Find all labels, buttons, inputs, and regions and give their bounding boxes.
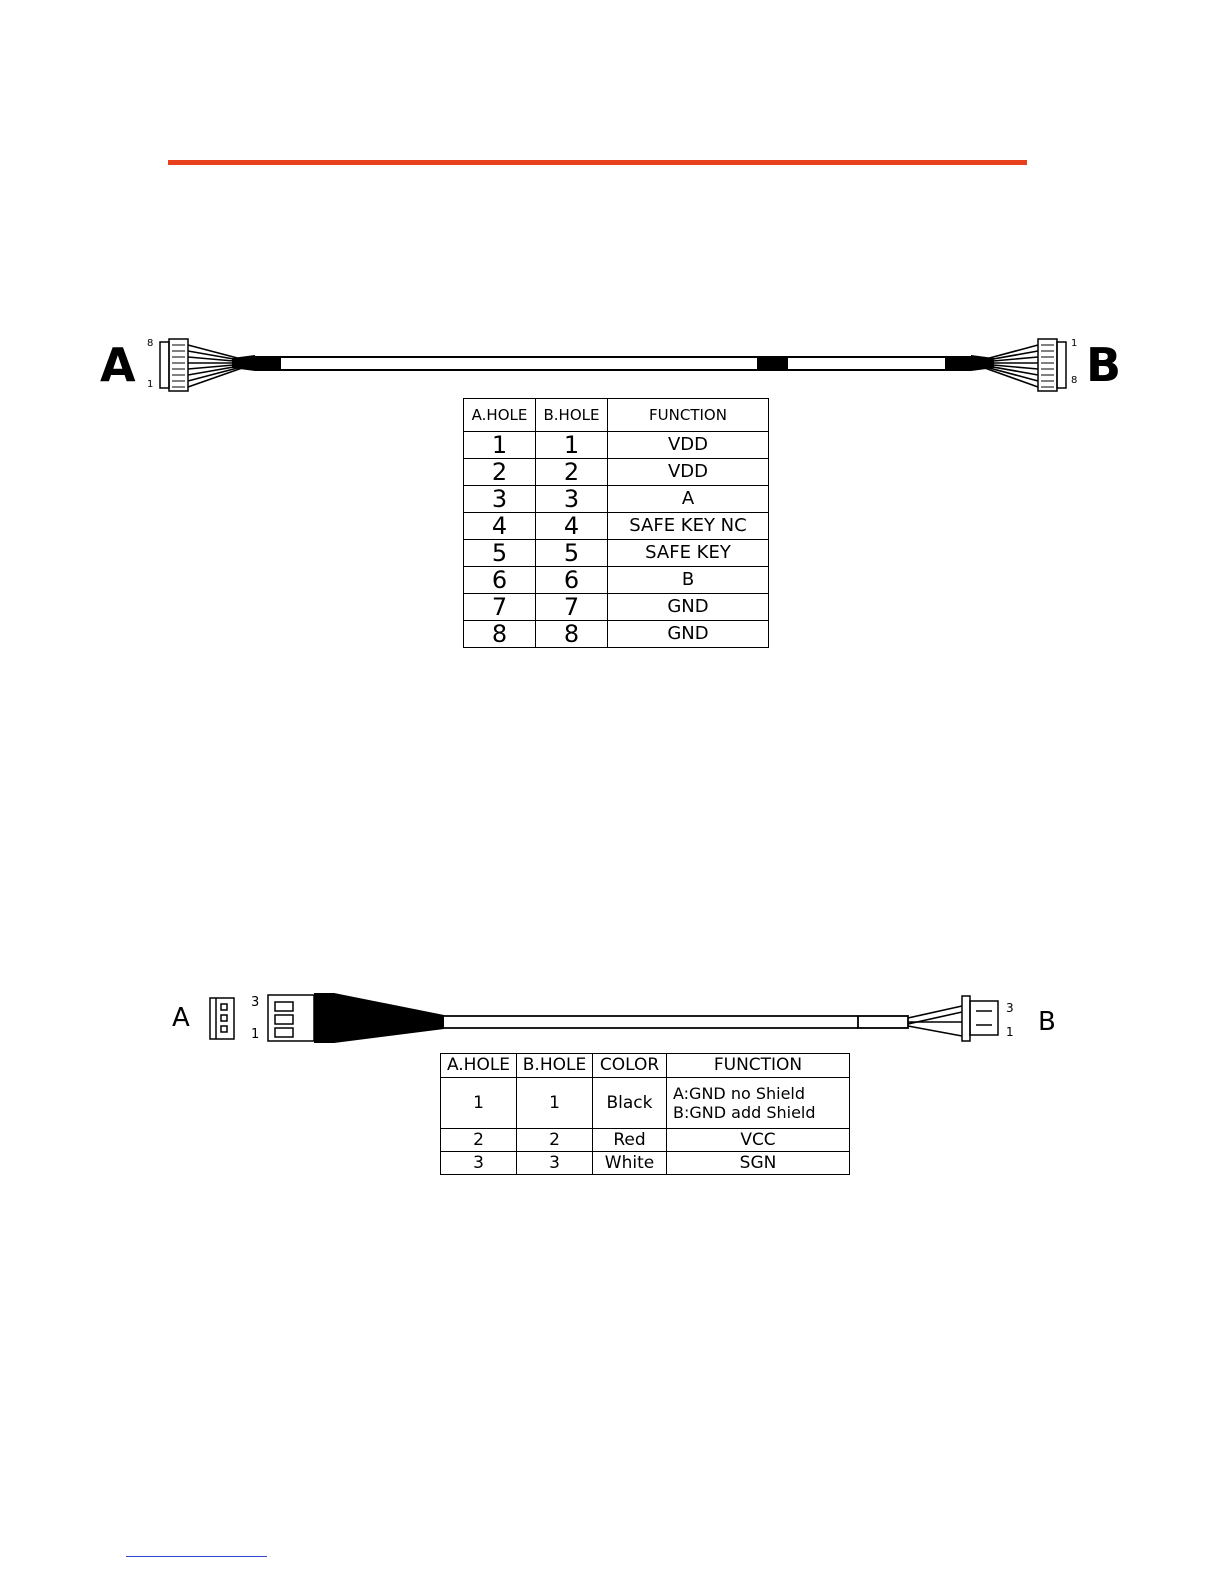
function-cell: A <box>608 486 769 513</box>
cable2-pin-a-top: 3 <box>251 995 260 1010</box>
table-row <box>441 1129 850 1152</box>
column-header-color: COLOR <box>593 1054 667 1078</box>
cable1-end-b-label: B <box>1086 338 1122 392</box>
cable1-pin-a-top: 8 <box>147 338 154 349</box>
a-hole-cell: 8 <box>464 621 536 648</box>
function-cell: GND <box>608 621 769 648</box>
function-line: B:GND add Shield <box>673 1103 816 1122</box>
b-hole-cell: 6 <box>536 567 608 594</box>
column-header-b-hole: B.HOLE <box>517 1054 593 1078</box>
column-header-function: FUNCTION <box>667 1054 850 1078</box>
b-hole-cell: 3 <box>517 1152 593 1175</box>
column-header-a-hole: A.HOLE <box>464 399 536 432</box>
function-line: A:GND no Shield <box>673 1083 806 1103</box>
a-hole-cell: 7 <box>464 594 536 621</box>
column-header-a-hole: A.HOLE <box>441 1054 517 1078</box>
b-hole-cell: 3 <box>536 486 608 513</box>
function-cell: GND <box>608 594 769 621</box>
cable2-end-a-label: A <box>172 1003 190 1033</box>
color-cell: White <box>593 1152 667 1175</box>
b-hole-cell: 2 <box>517 1129 593 1152</box>
footnote-rule <box>126 1556 267 1557</box>
function-cell: VDD <box>608 459 769 486</box>
function-cell: SAFE KEY NC <box>608 513 769 540</box>
a-hole-cell: 5 <box>464 540 536 567</box>
function-cell: B <box>608 567 769 594</box>
a-hole-cell: 3 <box>441 1152 517 1175</box>
cable2-mating-connector-a <box>210 998 234 1039</box>
table-row <box>441 1078 850 1129</box>
cable2-pin-b-top: 3 <box>1006 1001 1014 1015</box>
a-hole-cell: 3 <box>464 486 536 513</box>
cable1-pin-b-bottom: 8 <box>1071 375 1078 386</box>
function-cell: SAFE KEY <box>608 540 769 567</box>
cable1-pin-b-top: 1 <box>1071 338 1078 349</box>
b-hole-cell: 2 <box>536 459 608 486</box>
cable2-connector-b <box>962 996 998 1041</box>
a-hole-cell: 2 <box>441 1129 517 1152</box>
cable2-jacket <box>444 1016 908 1028</box>
function-cell: SGN <box>667 1152 850 1175</box>
cable2-pin-a-bottom: 1 <box>251 1027 260 1042</box>
a-hole-cell: 1 <box>441 1078 517 1129</box>
column-header-function: FUNCTION <box>608 399 769 432</box>
table-row <box>441 1152 850 1175</box>
b-hole-cell: 8 <box>536 621 608 648</box>
b-hole-cell: 7 <box>536 594 608 621</box>
cable2-wires-b <box>908 1006 962 1036</box>
b-hole-cell: 4 <box>536 513 608 540</box>
cable2-boot <box>314 993 444 1043</box>
function-cell <box>667 1078 850 1129</box>
cable2-pin-b-bottom: 1 <box>1006 1025 1014 1039</box>
a-hole-cell: 2 <box>464 459 536 486</box>
function-cell: VDD <box>608 432 769 459</box>
a-hole-cell: 6 <box>464 567 536 594</box>
a-hole-cell: 1 <box>464 432 536 459</box>
cable2-pinout-table <box>440 1053 850 1175</box>
cable1-pin-a-bottom: 1 <box>147 379 154 390</box>
cable1-end-a-label: A <box>100 338 136 392</box>
function-cell: VCC <box>667 1129 850 1152</box>
color-cell: Black <box>593 1078 667 1129</box>
cable2-end-b-label: B <box>1038 1007 1056 1037</box>
b-hole-cell: 5 <box>536 540 608 567</box>
b-hole-cell: 1 <box>517 1078 593 1129</box>
table-header-row <box>441 1054 850 1078</box>
a-hole-cell: 4 <box>464 513 536 540</box>
column-header-b-hole: B.HOLE <box>536 399 608 432</box>
color-cell: Red <box>593 1129 667 1152</box>
cable2-connector-a <box>268 995 314 1041</box>
b-hole-cell: 1 <box>536 432 608 459</box>
